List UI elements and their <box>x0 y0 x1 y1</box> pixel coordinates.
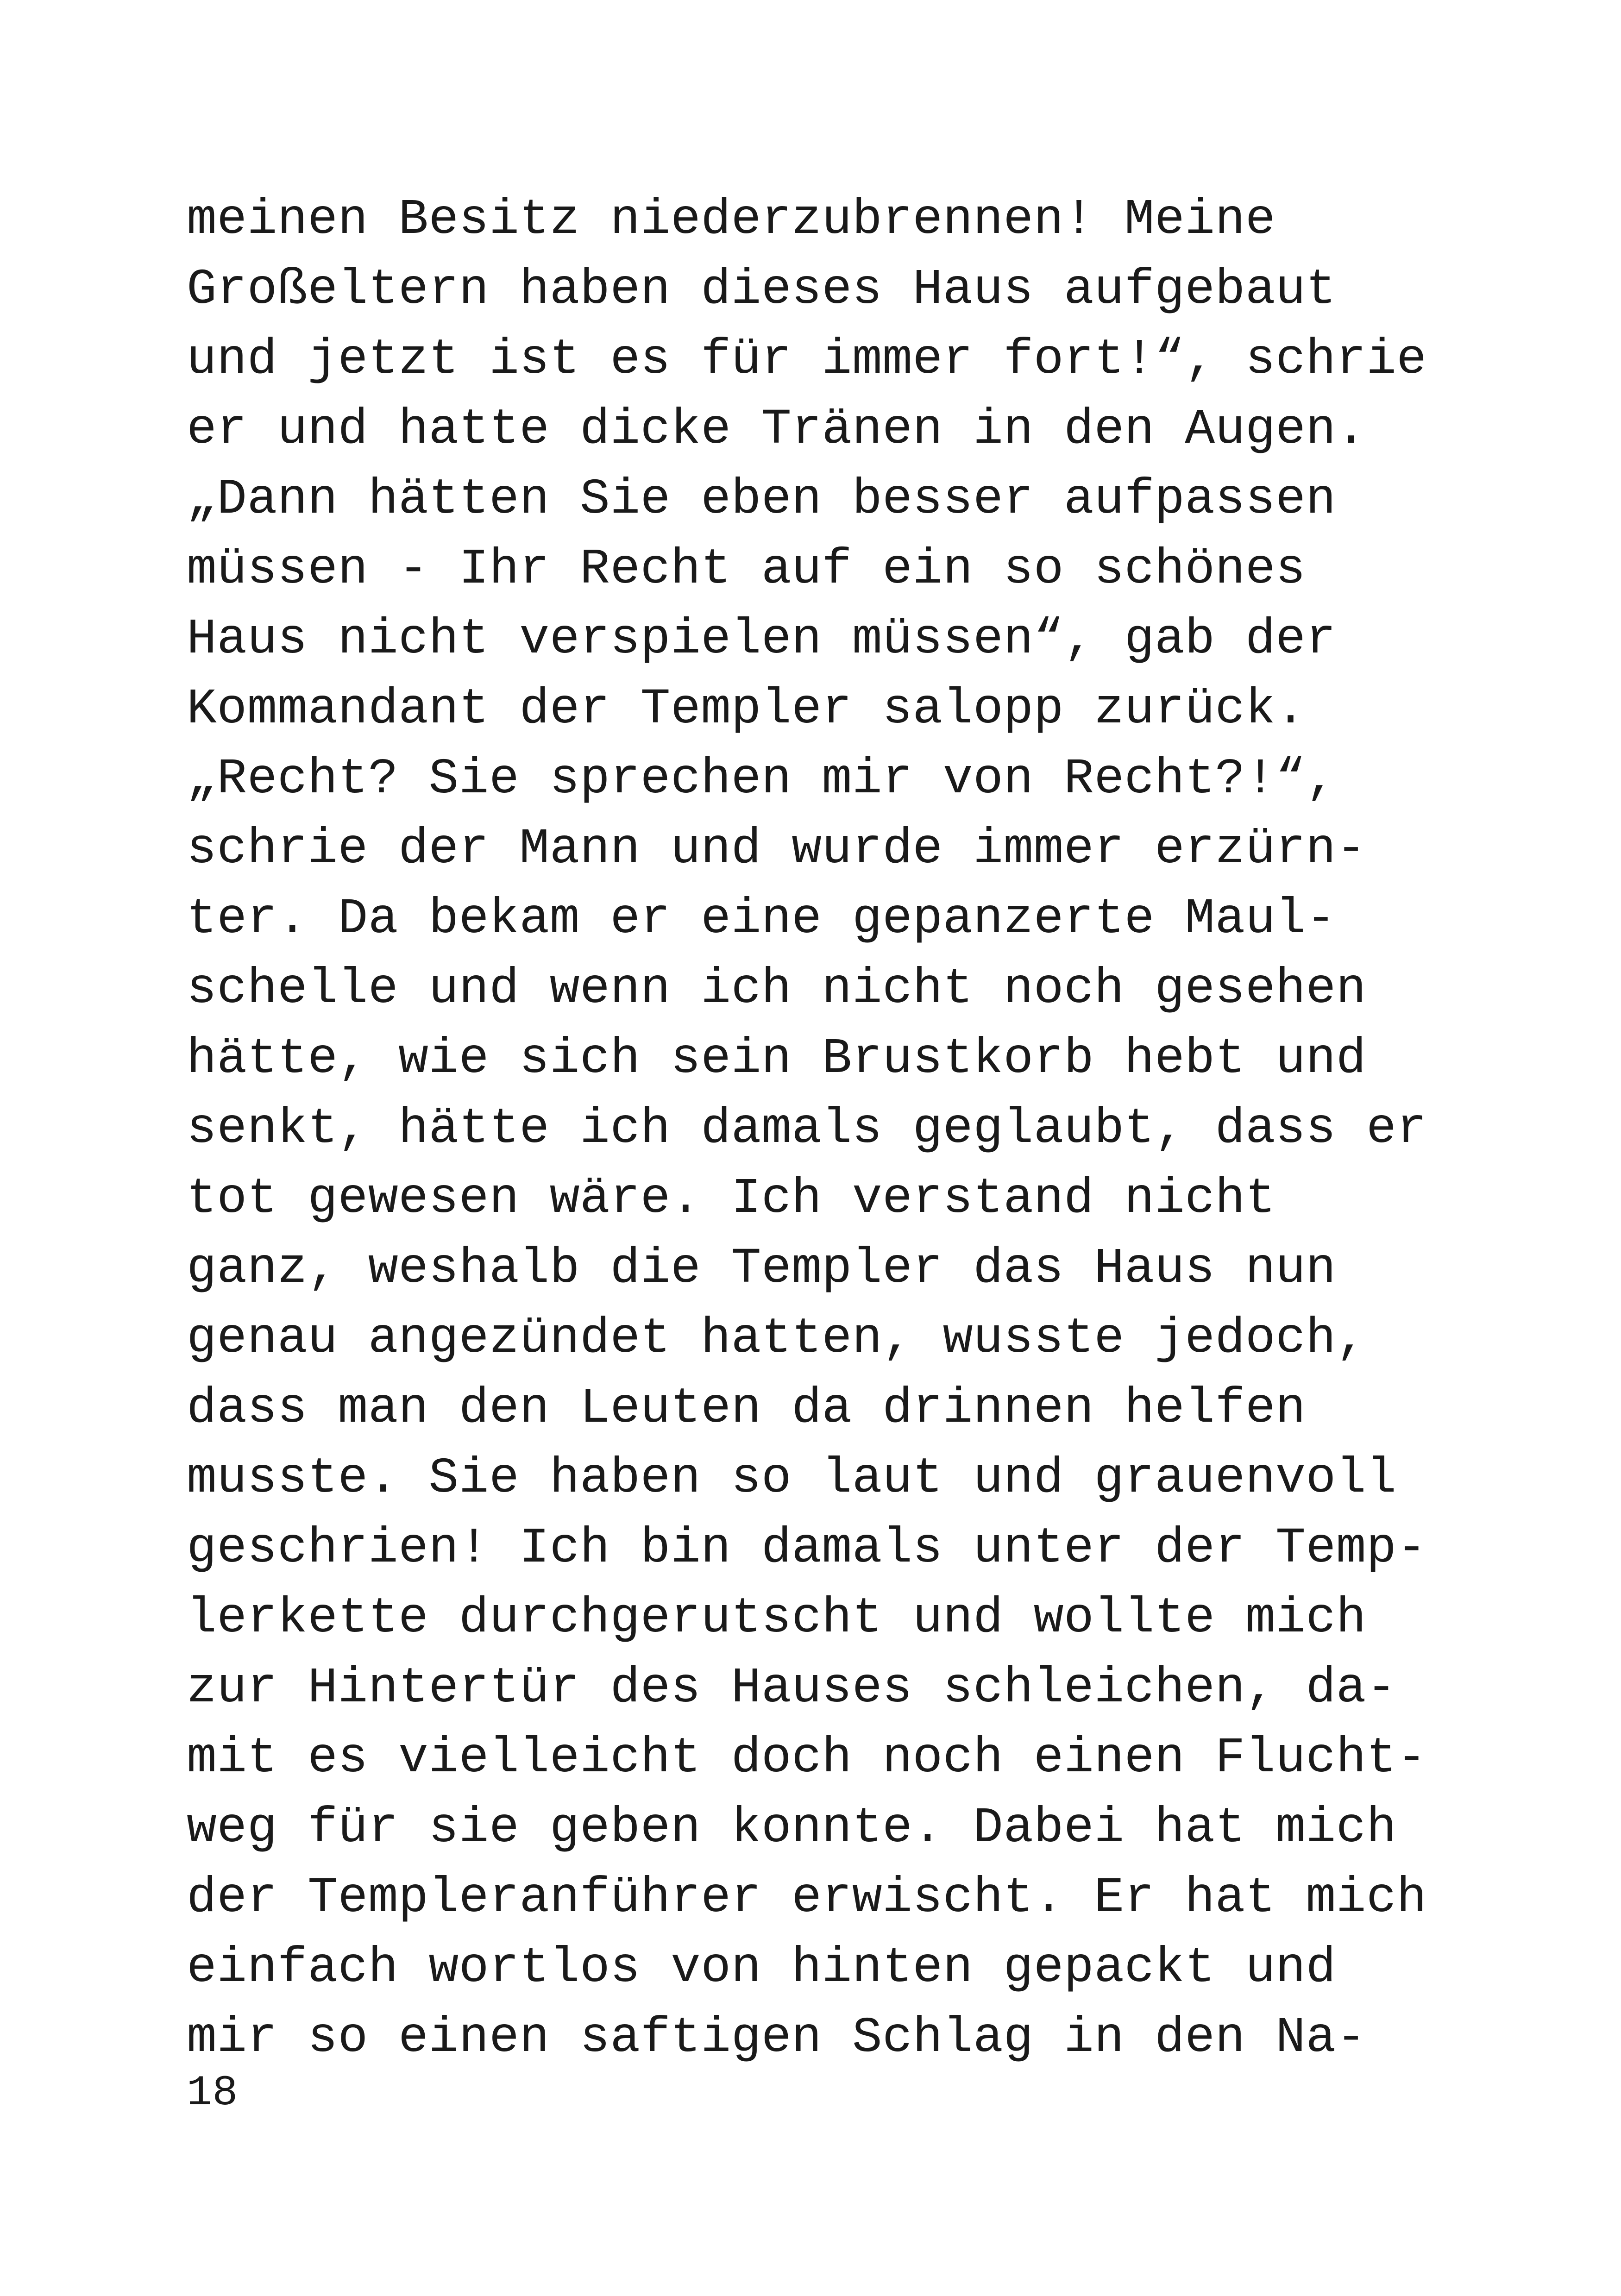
text-line: Großeltern haben dieses Haus aufgebaut <box>187 262 1336 318</box>
text-line: mir so einen saftigen Schlag in den Na- <box>187 2010 1367 2066</box>
body-text <box>187 185 1604 2073</box>
text-line: „Recht? Sie sprechen mir von Recht?!“, <box>187 751 1336 808</box>
text-line: mit es vielleicht doch noch einen Flucht- <box>187 1730 1427 1787</box>
text-line: senkt, hätte ich damals geglaubt, dass er <box>187 1101 1427 1157</box>
text-line: müssen - Ihr Recht auf ein so schönes <box>187 541 1306 598</box>
text-line: und jetzt ist es für immer fort!“, schrie <box>187 332 1427 388</box>
text-line: meinen Besitz niederzubrennen! Meine <box>187 192 1276 248</box>
text-line: hätte, wie sich sein Brustkorb hebt und <box>187 1031 1367 1087</box>
text-line: tot gewesen wäre. Ich verstand nicht <box>187 1171 1276 1227</box>
text-line: geschrien! Ich bin damals unter der Temp- <box>187 1520 1427 1577</box>
text-line: der Templeranführer erwischt. Er hat mich <box>187 1870 1427 1926</box>
text-line: einfach wortlos von hinten gepackt und <box>187 1940 1336 1996</box>
text-line: ter. Da bekam er eine gepanzerte Maul- <box>187 891 1336 947</box>
page-number: 18 <box>187 2069 238 2117</box>
text-line: schrie der Mann und wurde immer erzürn- <box>187 821 1367 878</box>
text-line: ganz, weshalb die Templer das Haus nun <box>187 1241 1336 1297</box>
text-line: lerkette durchgerutscht und wollte mich <box>187 1590 1367 1647</box>
text-line: Kommandant der Templer salopp zurück. <box>187 681 1306 738</box>
text-line: zur Hintertür des Hauses schleichen, da- <box>187 1660 1397 1717</box>
text-line: schelle und wenn ich nicht noch gesehen <box>187 961 1367 1017</box>
text-line: weg für sie geben konnte. Dabei hat mich <box>187 1800 1397 1857</box>
text-line: musste. Sie haben so laut und grauenvoll <box>187 1450 1397 1507</box>
text-line: genau angezündet hatten, wusste jedoch, <box>187 1311 1367 1367</box>
text-line: er und hatte dicke Tränen in den Augen. <box>187 401 1367 458</box>
text-line: Haus nicht verspielen müssen“, gab der <box>187 611 1336 668</box>
text-line: dass man den Leuten da drinnen helfen <box>187 1380 1306 1437</box>
text-line: „Dann hätten Sie eben besser aufpassen <box>187 471 1336 528</box>
